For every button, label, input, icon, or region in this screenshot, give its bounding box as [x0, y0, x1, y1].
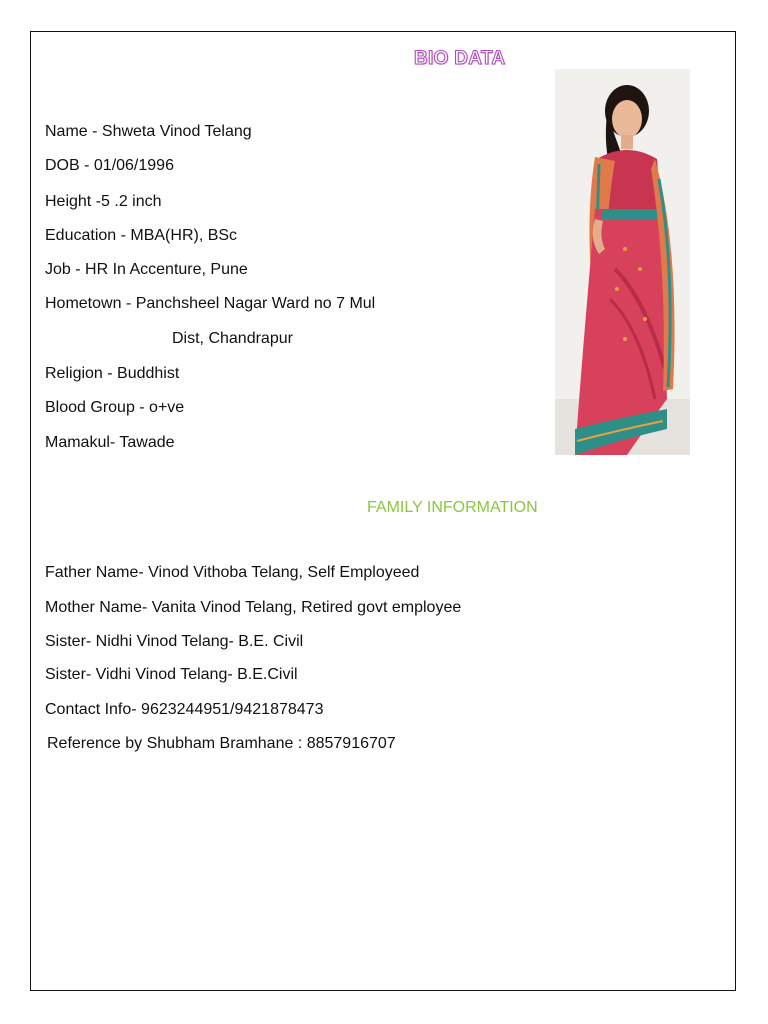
education-field: Education - MBA(HR), BSc	[45, 227, 238, 244]
dob-field: DOB - 01/06/1996	[45, 157, 174, 174]
portrait-photo-icon	[555, 69, 690, 455]
biodata-page	[30, 31, 736, 991]
hometown-field: Hometown - Panchsheel Nagar Ward no 7 Mul	[45, 295, 376, 312]
father-field: Father Name- Vinod Vithoba Telang, Self Employeed	[45, 564, 420, 581]
sister-field-1: Sister- Nidhi Vinod Telang- B.E. Civil	[45, 633, 304, 650]
blood-group-field: Blood Group - o+ve	[45, 399, 185, 416]
page-title: BIO DATA	[414, 48, 506, 69]
religion-field: Religion - Buddhist	[45, 365, 180, 382]
sister-field-2: Sister- Vidhi Vinod Telang- B.E.Civil	[45, 666, 298, 683]
height-field: Height -5 .2 inch	[45, 193, 162, 210]
hometown-continued: Dist, Chandrapur	[172, 330, 293, 347]
reference-field: Reference by Shubham Bramhane : 8857916707	[47, 735, 396, 752]
job-field: Job - HR In Accenture, Pune	[45, 261, 248, 278]
mamakul-field: Mamakul- Tawade	[45, 434, 175, 451]
mother-field: Mother Name- Vanita Vinod Telang, Retired govt employee	[45, 599, 462, 616]
profile-photo	[555, 69, 690, 455]
family-section-heading: FAMILY INFORMATION	[367, 499, 538, 516]
contact-field: Contact Info- 9623244951/9421878473	[45, 701, 324, 718]
name-field: Name - Shweta Vinod Telang	[45, 123, 252, 140]
